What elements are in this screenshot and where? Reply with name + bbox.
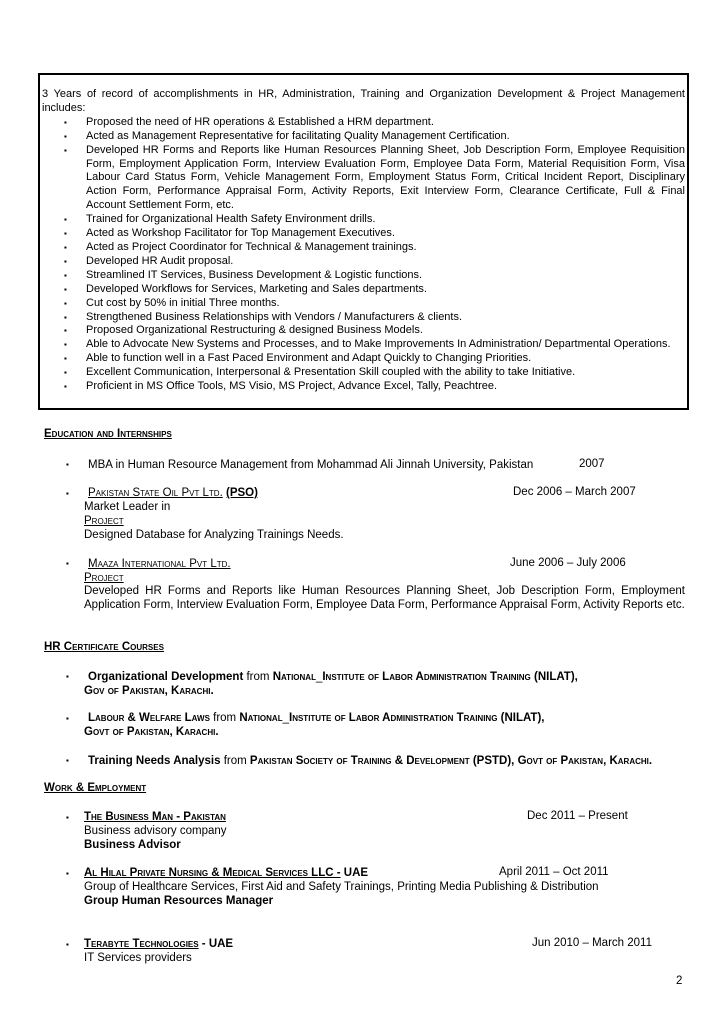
bullet-icon: ▪ xyxy=(66,672,69,681)
bullet-icon: ▪ xyxy=(66,756,69,765)
certificates-heading: HR Certificate Courses xyxy=(44,641,164,653)
bullet-icon: ▪ xyxy=(64,256,67,266)
bullet-icon: ▪ xyxy=(64,368,67,378)
education-heading: Education and Internships xyxy=(44,428,172,440)
bullet-icon: ▪ xyxy=(66,813,69,822)
bullet-icon: ▪ xyxy=(64,215,67,225)
pso-org: Pakistan State Oil Pvt Ltd. (PSO) xyxy=(88,487,258,499)
maaza-org: Maaza International Pvt Ltd. xyxy=(88,558,231,570)
list-item: ▪ Able to Advocate New Systems and Processes, and to Make Improvements In Administration/ Departmental Operations. xyxy=(64,338,671,351)
job-1-role: Business Advisor xyxy=(84,839,181,851)
summary-text xyxy=(42,88,685,394)
job-2-desc: Group of Healthcare Services, First Aid and Safety Trainings, Printing Media Publishing & Distribution xyxy=(84,881,599,893)
summary-list xyxy=(42,116,685,394)
bullet-icon: ▪ xyxy=(64,117,67,127)
bullet-icon: ▪ xyxy=(66,869,69,878)
list-item: ▪ Streamlined IT Services, Business Development & Logistic functions. xyxy=(64,268,423,281)
bullet-icon: ▪ xyxy=(64,242,67,252)
job-2-role: Group Human Resources Manager xyxy=(84,895,274,907)
list-item: ▪ Developed HR Forms and Reports like Human Resources Planning Sheet, Job Description Form, Employee Requisition Form, Employment Application Form, Interview Evaluation Form, Employee Data Form, Material Requisition Form, Visa Labour Card Status Form, Vehicle Management Form, Employment Status Form, Critical Incident Report, Disciplinary Action Form, Performance Appraisal Form, Activity Reports, Exit Interview Form, Clearance Certificate, Full & Final Account Settlement Form, etc. xyxy=(64,143,685,212)
cert-1-line2: Gov of Pakistan, Karachi. xyxy=(84,685,214,697)
list-item: ▪ Proposed the need of HR operations & Established a HRM department. xyxy=(64,115,434,128)
bullet-icon: ▪ xyxy=(64,354,67,364)
list-item: ▪ Proposed Organizational Restructuring & designed Business Models. xyxy=(64,324,423,337)
cert-2-line2: Govt of Pakistan, Karachi. xyxy=(84,726,219,738)
bullet-icon: ▪ xyxy=(66,559,69,568)
list-item: ▪ Developed Workflows for Services, Marketing and Sales departments. xyxy=(64,282,427,295)
job-3-org: Terabyte Technologies - UAE xyxy=(84,938,234,950)
summary-intro-cont: includes: xyxy=(42,101,86,114)
cert-2: Labour & Welfare Laws from National_Institute of Labor Administration Training (NILAT), xyxy=(88,712,545,724)
pso-project-label: Project xyxy=(84,515,124,527)
bullet-icon: ▪ xyxy=(64,326,67,336)
maaza-project-label: Project xyxy=(84,572,124,584)
page-number: 2 xyxy=(676,975,683,987)
bullet-icon: ▪ xyxy=(64,145,67,155)
bullet-icon: ▪ xyxy=(64,131,67,141)
job-1-desc: Business advisory company xyxy=(84,825,227,837)
pso-dates: Dec 2006 – March 2007 xyxy=(513,486,636,498)
job-1-org: The Business Man - Pakistan xyxy=(84,811,226,823)
job-2-dates: April 2011 – Oct 2011 xyxy=(499,866,609,878)
pso-line: Market Leader in xyxy=(84,501,171,513)
list-item: ▪ Proficient in MS Office Tools, MS Visio, MS Project, Advance Excel, Tally, Peachtree. xyxy=(64,380,498,393)
bullet-icon: ▪ xyxy=(66,940,69,949)
bullet-icon: ▪ xyxy=(66,714,69,723)
bullet-icon: ▪ xyxy=(64,340,67,350)
list-item: ▪ Excellent Communication, Interpersonal & Presentation Skill coupled with the ability to take Initiative. xyxy=(64,366,576,379)
list-item: ▪ Developed HR Audit proposal. xyxy=(64,254,234,267)
cert-1: Organizational Development from National_Institute of Labor Administration Training (NILAT), xyxy=(88,671,578,683)
bullet-icon: ▪ xyxy=(64,229,67,239)
summary-intro: 3 Years of record of accomplishments in HR, Administration, Training and Organization Development & Project Management xyxy=(42,88,685,100)
job-2-org: Al Hilal Private Nursing & Medical Services LLC - UAE xyxy=(84,867,369,879)
list-item: ▪ Acted as Workshop Facilitator for Top Management Executives. xyxy=(64,227,395,240)
list-item: ▪ Cut cost by 50% in initial Three months. xyxy=(64,296,280,309)
list-item: ▪ Acted as Management Representative for facilitating Quality Management Certification. xyxy=(64,129,510,142)
job-3-dates: Jun 2010 – March 2011 xyxy=(532,937,652,949)
bullet-icon: ▪ xyxy=(66,489,69,498)
list-item: ▪ Able to function well in a Fast Paced Environment and Adapt Quickly to Changing Priorities. xyxy=(64,352,532,365)
maaza-project-text: Developed HR Forms and Reports like Human Resources Planning Sheet, Job Description Form, Employment Application Form, Interview Evaluation Form, Employee Data Form, Performance Appraisal Form, Activity Reports etc. xyxy=(84,585,685,611)
job-1-dates: Dec 2011 – Present xyxy=(527,810,628,822)
pso-project-text: Designed Database for Analyzing Trainings Needs. xyxy=(84,529,344,541)
cert-3: Training Needs Analysis from Pakistan Society of Training & Development (PSTD), Govt of Pakistan, Karachi. xyxy=(88,755,653,767)
job-3-desc: IT Services providers xyxy=(84,952,192,964)
bullet-icon: ▪ xyxy=(64,382,67,392)
bullet-icon: ▪ xyxy=(66,460,69,469)
bullet-icon: ▪ xyxy=(64,312,67,322)
list-item: ▪ Strengthened Business Relationships with Vendors / Manufacturers & clients. xyxy=(64,310,463,323)
bullet-icon: ▪ xyxy=(64,270,67,280)
list-item: ▪ Acted as Project Coordinator for Technical & Management trainings. xyxy=(64,240,417,253)
work-heading: Work & Employment xyxy=(44,782,147,794)
maaza-dates: June 2006 – July 2006 xyxy=(510,557,626,569)
bullet-icon: ▪ xyxy=(64,298,67,308)
mba-year: 2007 xyxy=(579,458,605,470)
list-item: ▪ Trained for Organizational Health Safety Environment drills. xyxy=(64,213,376,226)
bullet-icon: ▪ xyxy=(64,284,67,294)
mba-entry: MBA in Human Resource Management from Mohammad Ali Jinnah University, Pakistan xyxy=(88,459,534,471)
